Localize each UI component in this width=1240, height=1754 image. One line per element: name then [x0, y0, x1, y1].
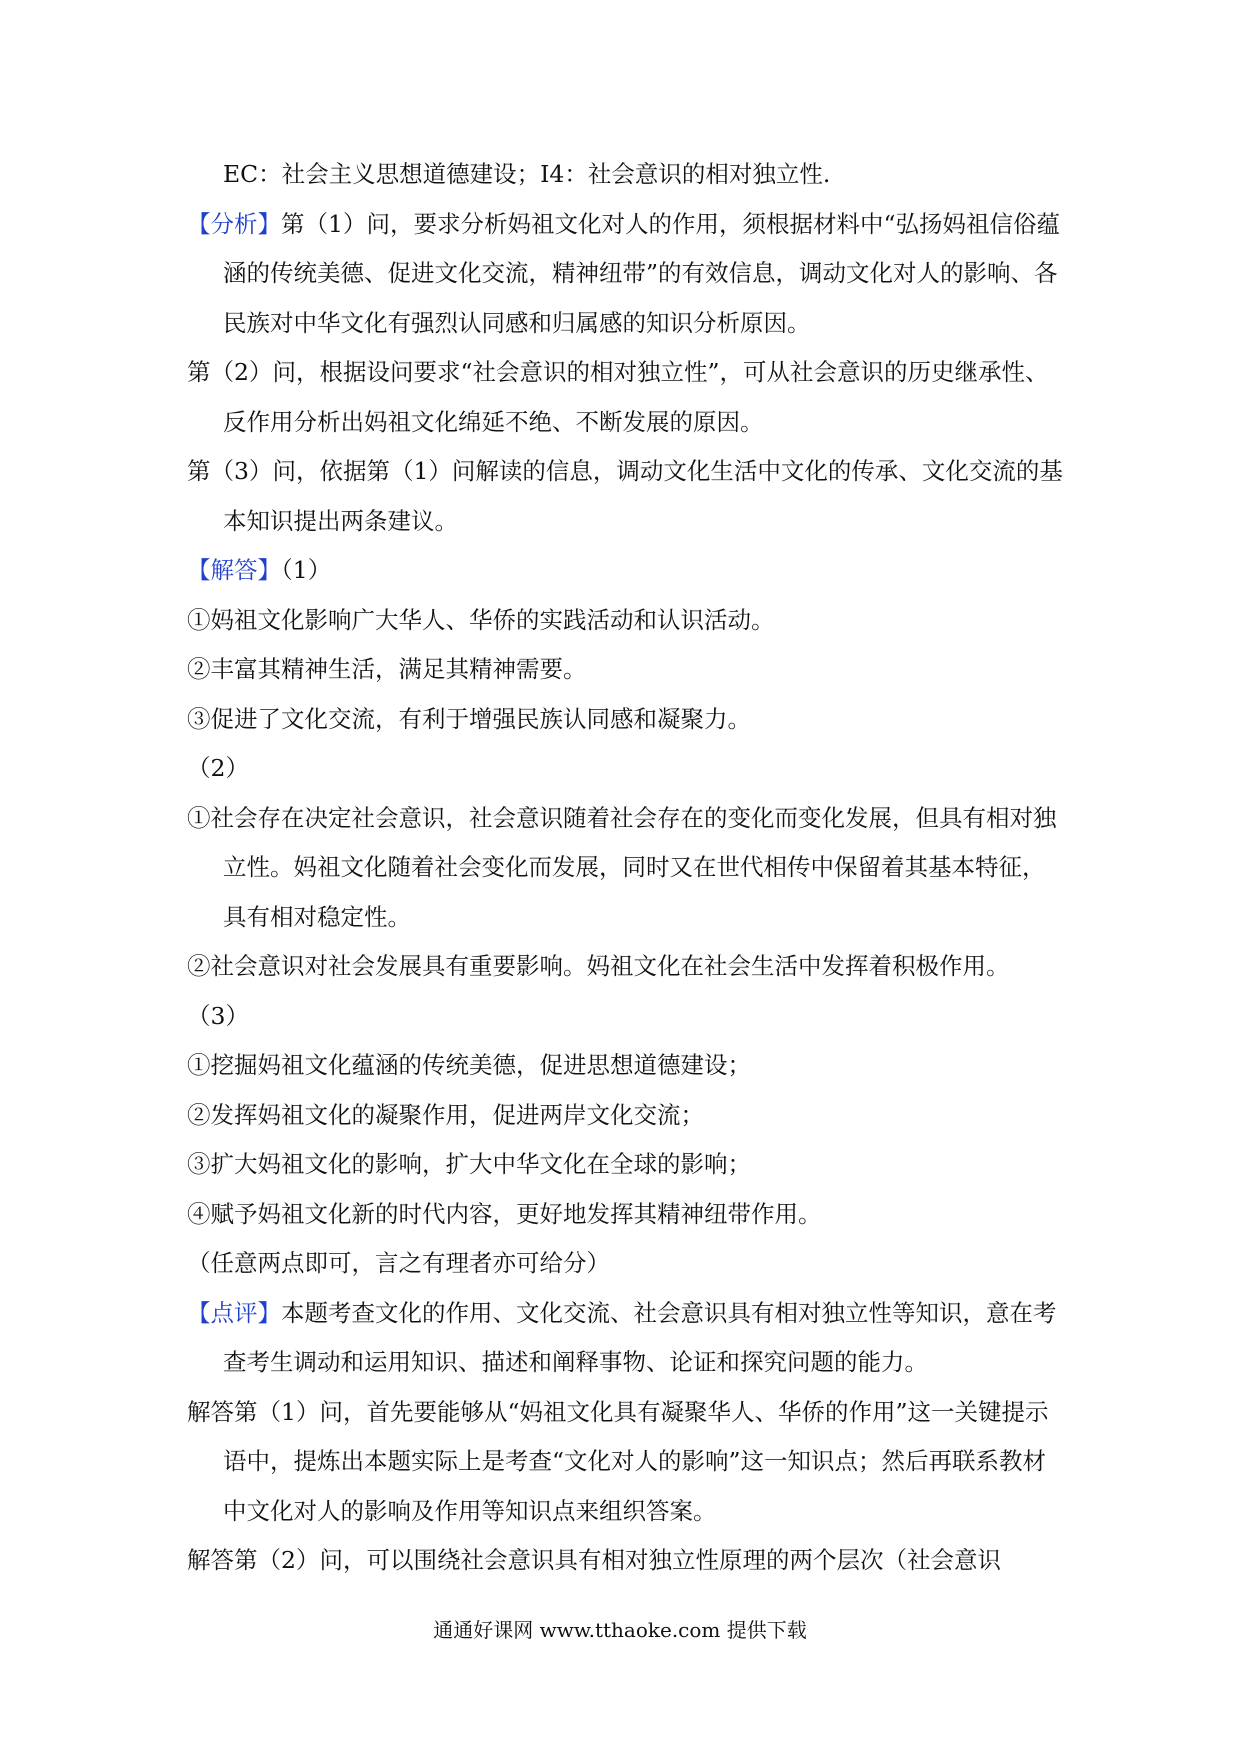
answer-part2-label: （2） — [187, 754, 249, 782]
answer-heading — [187, 546, 1067, 596]
answer-3-item-3: ③扩大妈祖文化的影响，扩大中华文化在全球的影响； — [187, 1150, 751, 1178]
answer-1-item-3: ③促进了文化交流，有利于增强民族认同感和凝聚力。 — [187, 704, 751, 733]
comment-text: 本题考查文化的作用、文化交流、社会意识具有相对独立性等知识，意在考查考生调动和运用知识、描述和阐释事物、论证和探究问题的能力。 — [223, 1298, 1057, 1376]
page-footer: 通通好课网 www.tthaoke.com 提供下载 — [433, 1618, 807, 1642]
answer-3-item-4: ④赋予妈祖文化新的时代内容，更好地发挥其精神纽带作用。 — [187, 1199, 822, 1228]
analysis-tag: 【分析】 — [187, 209, 281, 238]
answer-1-item-1: ①妈祖文化影响广大华人、华侨的实践活动和认识活动。 — [187, 605, 775, 634]
answer-1-item-2: ②丰富其精神生活，满足其精神需要。 — [187, 655, 587, 683]
analysis-q3: 第（3）问，依据第（1）问解读的信息，调动文化生活中文化的传承、文化交流的基本知识提出两条建议。 — [187, 457, 1063, 535]
answer-3-item-2: ②发挥妈祖文化的凝聚作用，促进两岸文化交流； — [187, 1100, 704, 1129]
comment-paragraph — [187, 1289, 1067, 1388]
answer-2-item-2: ②社会意识对社会发展具有重要影响。妈祖文化在社会生活中发挥着积极作用。 — [187, 952, 1010, 980]
answer-2-item-1: ①社会存在决定社会意识，社会意识随着社会存在的变化而变化发展，但具有相对独立性。妈祖文化随着社会变化而发展，同时又在世代相传中保留着其基本特征，具有相对稳定性。 — [187, 803, 1057, 931]
analysis-paragraph — [187, 200, 1067, 349]
comment-q2: 解答第（2）问，可以围绕社会意识具有相对独立性原理的两个层次（社会意识 — [187, 1546, 1001, 1574]
answer-note: （任意两点即可，言之有理者亦可给分） — [187, 1249, 610, 1277]
analysis-text: 第（1）问，要求分析妈祖文化对人的作用，须根据材料中“弘扬妈祖信俗蕴涵的传统美德、促进文化交流，精神纽带”的有效信息，调动文化对人的影响、各民族对中华文化有强烈认同感和归属感的知识分析原因。 — [223, 209, 1060, 337]
comment-tag: 【点评】 — [187, 1298, 281, 1327]
answer-tag: 【解答】 — [187, 556, 281, 584]
answer-part3-label: （3） — [187, 1001, 249, 1030]
analysis-q2: 第（2）问，根据设问要求“社会意识的相对独立性”，可从社会意识的历史继承性、反作用分析出妈祖文化绵延不绝、不断发展的原因。 — [187, 358, 1049, 436]
page-content — [187, 150, 1067, 1586]
answer-3-item-1: ①挖掘妈祖文化蕴涵的传统美德，促进思想道德建设； — [187, 1051, 751, 1079]
answer-part1-label: （1） — [281, 556, 332, 584]
comment-q1: 解答第（1）问，首先要能够从“妈祖文化具有凝聚华人、华侨的作用”这一关键提示语中，提炼出本题实际上是考查“文化对人的影响”这一知识点；然后再联系教材中文化对人的影响及作用等知识点来组织答案。 — [187, 1397, 1049, 1525]
knowledge-points-line: EC：社会主义思想道德建设；I4：社会意识的相对独立性. — [223, 160, 831, 188]
